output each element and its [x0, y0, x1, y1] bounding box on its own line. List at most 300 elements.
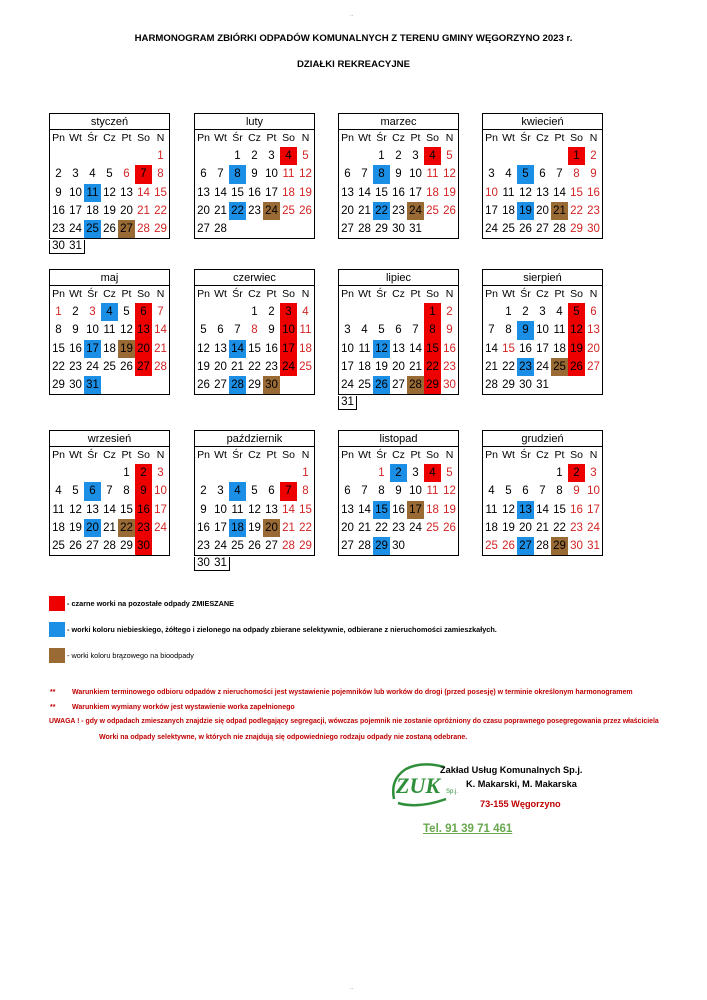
week-row [50, 376, 169, 394]
day-cell: 17 [409, 186, 422, 199]
empty-day-cell [517, 147, 534, 165]
month-calendar [49, 269, 170, 395]
weekday-label: Wt [214, 132, 227, 144]
day-cell: 24 [86, 360, 99, 373]
day-cell: 8 [573, 168, 580, 181]
note-1-prefix: ** [50, 689, 56, 696]
day-cell: 14 [536, 503, 549, 516]
weekday-label: N [301, 288, 310, 300]
week-row [195, 202, 314, 220]
empty-day-cell [212, 464, 229, 482]
weekday-label: Wt [214, 288, 227, 300]
weekday-label: N [589, 132, 598, 144]
day-cell: 14 [137, 186, 150, 199]
day-cell: 25 [103, 360, 116, 373]
weekday-label: Śr [87, 449, 98, 461]
day-cell: 30 [69, 379, 82, 392]
day-cell: 28 [358, 540, 371, 553]
day-cell: 23 [392, 204, 405, 217]
day-cell: 22 [424, 358, 441, 376]
empty-day-cell [246, 220, 263, 238]
day-cell: 8 [251, 324, 258, 337]
day-cell: 22 [553, 521, 566, 534]
weekday-label: Śr [232, 288, 243, 300]
weekday-label: N [156, 132, 165, 144]
note-3 [49, 718, 659, 725]
day-cell: 7 [234, 324, 241, 337]
day-cell: 31 [536, 379, 549, 392]
empty-day-cell [84, 464, 101, 482]
day-cell: 18 [282, 186, 295, 199]
note-4 [99, 734, 467, 741]
day-cell: 3 [89, 306, 96, 318]
empty-day-cell [339, 464, 356, 482]
weekday-label: Pt [410, 449, 421, 461]
week-row [339, 303, 458, 321]
day-cell: 9 [395, 168, 402, 181]
weekday-label: Cz [103, 132, 116, 144]
day-cell: 26 [443, 204, 456, 217]
day-cell: 15 [570, 186, 583, 199]
day-cell: 29 [502, 379, 515, 392]
day-cell: 21 [409, 360, 422, 373]
week-row [195, 537, 314, 555]
day-cell: 1 [251, 306, 258, 318]
empty-day-cell [280, 376, 297, 394]
day-cell: 25 [485, 540, 498, 553]
day-cell: 7 [157, 306, 164, 318]
day-cell: 22 [570, 204, 583, 217]
empty-day-cell [152, 376, 169, 394]
month-name: listopad [338, 430, 459, 447]
weekday-header-row [483, 447, 602, 464]
day-cell: 18 [103, 342, 116, 355]
day-cell: 4 [556, 306, 563, 318]
day-cell: 23 [135, 519, 152, 537]
day-cell: 10 [69, 186, 82, 199]
month-calendar [338, 430, 459, 556]
day-cell: 18 [86, 204, 99, 217]
day-cell: 12 [502, 503, 515, 516]
week-row [483, 376, 602, 394]
month-calendar [482, 269, 603, 395]
weekday-label: So [426, 449, 439, 461]
overflow-days [49, 240, 85, 254]
day-cell: 1 [378, 467, 385, 479]
empty-day-cell [67, 147, 84, 165]
day-cell: 25 [426, 521, 439, 534]
day-cell: 2 [390, 464, 407, 482]
day-cell: 28 [536, 540, 549, 553]
day-cell: 4 [424, 464, 441, 482]
weekday-label: N [445, 449, 454, 461]
day-cell: 24 [407, 202, 424, 220]
day-cell: 17 [407, 501, 424, 519]
day-cell: 21 [231, 360, 244, 373]
day-cell: 22 [502, 360, 515, 373]
day-cell: 29 [570, 223, 583, 236]
day-cell: 17 [536, 342, 549, 355]
day-cell: 20 [214, 360, 227, 373]
weekday-header-row [195, 447, 314, 464]
month-name: czerwiec [194, 269, 315, 286]
empty-day-cell [229, 220, 246, 238]
day-cell: 28 [229, 376, 246, 394]
empty-day-cell [356, 147, 373, 165]
day-cell: 28 [137, 223, 150, 236]
weekday-label: Pt [554, 132, 565, 144]
day-cell: 2 [268, 306, 275, 318]
day-cell: 12 [103, 186, 116, 199]
day-cell: 3 [157, 467, 164, 479]
day-cell: 3 [344, 324, 351, 337]
weekday-label: Pn [485, 132, 498, 144]
day-cell: 8 [157, 168, 164, 181]
day-cell: 2 [568, 464, 585, 482]
weekday-label: Wt [358, 132, 371, 144]
day-cell: 8 [373, 165, 390, 183]
week-row [195, 220, 314, 238]
month-name: sierpień [482, 269, 603, 286]
day-cell: 1 [568, 147, 585, 165]
month-name: luty [194, 113, 315, 130]
day-cell: 22 [118, 519, 135, 537]
weekday-label: Pt [410, 288, 421, 300]
day-cell: 30 [392, 540, 405, 553]
weekday-label: Pn [52, 288, 65, 300]
month-days-grid [49, 130, 170, 239]
week-row [195, 501, 314, 519]
empty-day-cell [229, 303, 246, 321]
day-cell: 27 [517, 537, 534, 555]
day-cell: 24 [263, 202, 280, 220]
day-cell: 22 [248, 360, 261, 373]
day-cell: 3 [280, 303, 297, 321]
empty-day-cell [441, 537, 458, 555]
day-cell: 2 [395, 150, 402, 162]
day-cell: 11 [502, 186, 515, 199]
day-cell: 15 [154, 186, 167, 199]
week-row [483, 537, 602, 555]
day-cell: 29 [375, 223, 388, 236]
day-cell: 16 [69, 342, 82, 355]
month-calendar [49, 113, 170, 239]
day-cell: 27 [214, 379, 227, 392]
day-cell: 23 [197, 540, 210, 553]
company-logo-sub: Sp.j. [446, 789, 459, 795]
weekday-label: Cz [536, 449, 549, 461]
day-cell: 8 [302, 485, 309, 498]
day-cell: 4 [101, 303, 118, 321]
empty-day-cell [50, 147, 67, 165]
day-cell: 28 [407, 376, 424, 394]
weekday-label: Pt [121, 132, 132, 144]
empty-day-cell [101, 376, 118, 394]
day-cell: 19 [375, 360, 388, 373]
day-cell: 5 [446, 467, 453, 479]
company-address: 73-155 Węgorzyno [480, 799, 561, 809]
week-row [483, 482, 602, 500]
day-cell: 9 [446, 324, 453, 337]
day-cell: 25 [52, 540, 65, 553]
day-cell: 26 [502, 540, 515, 553]
day-cell: 1 [157, 150, 164, 162]
day-cell: 30 [135, 537, 152, 555]
empty-day-cell [441, 220, 458, 238]
weekday-label: Pn [341, 449, 354, 461]
day-cell: 4 [505, 168, 512, 181]
day-cell: 9 [55, 186, 62, 199]
day-cell: 13 [135, 321, 152, 339]
day-cell: 4 [424, 147, 441, 165]
month-name: październik [194, 430, 315, 447]
empty-day-cell [280, 464, 297, 482]
day-cell: 12 [443, 485, 456, 498]
day-cell: 2 [200, 485, 207, 498]
day-cell: 16 [570, 503, 583, 516]
day-cell: 17 [84, 340, 101, 358]
day-cell: 1 [123, 467, 130, 479]
day-cell: 21 [103, 521, 116, 534]
company-name: Zakład Usług Komunalnych Sp.j. [440, 765, 583, 775]
day-cell: 25 [299, 360, 312, 373]
day-cell: 26 [443, 521, 456, 534]
weekday-label: Śr [376, 449, 387, 461]
day-cell: 10 [485, 186, 498, 199]
week-row [339, 376, 458, 394]
weekday-label: Pt [410, 132, 421, 144]
day-cell: 9 [251, 168, 258, 181]
month-calendar [194, 113, 315, 239]
week-row [339, 464, 458, 482]
empty-day-cell [195, 464, 212, 482]
day-cell: 23 [248, 204, 261, 217]
day-cell: 19 [568, 340, 585, 358]
day-cell: 28 [103, 540, 116, 553]
empty-day-cell [390, 303, 407, 321]
day-cell: 10 [409, 485, 422, 498]
week-row [195, 303, 314, 321]
day-cell: 21 [154, 342, 167, 355]
day-cell: 18 [426, 186, 439, 199]
weekday-label: Cz [392, 288, 405, 300]
empty-day-cell [135, 147, 152, 165]
week-row [339, 165, 458, 183]
day-cell: 9 [573, 485, 580, 498]
note-2-text: Warunkiem wymiany worków jest wystawienie worka zapełnionego [72, 704, 295, 711]
note-4-text: Worki na odpady selektywne, w których nie znajdują się odpowiedniego rodzaju odpady nie zostaną odebrane. [99, 734, 468, 741]
empty-day-cell [118, 147, 135, 165]
day-cell: 20 [341, 521, 354, 534]
day-cell: 11 [84, 184, 101, 202]
weekday-label: Pn [341, 132, 354, 144]
month-days-grid [338, 130, 459, 239]
company-phone-link[interactable]: Tel. 91 39 71 461 [423, 823, 513, 835]
weekday-label: So [137, 449, 150, 461]
legend-swatch-red [49, 596, 65, 611]
day-cell: 25 [84, 220, 101, 238]
day-cell: 11 [52, 503, 65, 516]
day-cell: 28 [154, 360, 167, 373]
day-cell: 22 [375, 521, 388, 534]
day-cell: 7 [412, 324, 419, 337]
day-cell: 9 [590, 168, 597, 181]
week-row [50, 165, 169, 183]
day-cell: 15 [299, 503, 312, 516]
day-cell: 9 [517, 321, 534, 339]
day-cell: 21 [485, 360, 498, 373]
week-row [195, 340, 314, 358]
note-3-text: UWAGA ! - gdy w odpadach zmieszanych znajdzie się odpad podlegający segregacji, wówczas pojemnik nie zostanie opróżniony do czasu poprawnego posegregowania przez właściciela [49, 718, 659, 725]
empty-day-cell [373, 303, 390, 321]
legend-text-mixed: - czarne worki na pozostałe odpady ZMIESZANE [67, 599, 235, 608]
day-cell: 6 [344, 485, 351, 498]
day-cell: 1 [556, 467, 563, 479]
day-cell: 22 [154, 204, 167, 217]
week-row [50, 220, 169, 238]
day-cell: 21 [358, 204, 371, 217]
day-cell: 20 [392, 360, 405, 373]
note-2 [50, 704, 295, 711]
day-cell: 14 [358, 503, 371, 516]
day-cell: 16 [443, 342, 456, 355]
empty-day-cell [101, 464, 118, 482]
day-cell: 4 [280, 147, 297, 165]
weekday-label: So [426, 288, 439, 300]
week-row [483, 340, 602, 358]
week-row [195, 321, 314, 339]
weekday-label: Pn [197, 132, 210, 144]
day-cell: 4 [302, 306, 309, 318]
day-cell: 31 [69, 239, 82, 252]
day-cell: 25 [426, 204, 439, 217]
day-cell: 3 [539, 306, 546, 318]
weekday-header-row [339, 286, 458, 303]
week-row [50, 303, 169, 321]
month-name: lipiec [338, 269, 459, 286]
day-cell: 23 [392, 521, 405, 534]
day-cell: 24 [154, 521, 167, 534]
weekday-label: Wt [69, 132, 82, 144]
weekday-label: Cz [248, 132, 261, 144]
day-cell: 17 [154, 503, 167, 516]
day-cell: 19 [517, 202, 534, 220]
empty-day-cell [297, 220, 314, 238]
day-cell: 24 [280, 358, 297, 376]
day-cell: 19 [248, 521, 261, 534]
day-cell: 28 [214, 223, 227, 236]
weekday-label: Wt [502, 132, 515, 144]
week-row [50, 537, 169, 555]
day-cell: 8 [505, 324, 512, 337]
day-cell: 13 [120, 186, 133, 199]
day-cell: 7 [488, 324, 495, 337]
week-row [483, 519, 602, 537]
month-name: maj [49, 269, 170, 286]
day-cell: 30 [570, 540, 583, 553]
day-cell: 27 [392, 379, 405, 392]
day-cell: 14 [103, 503, 116, 516]
week-row [483, 147, 602, 165]
day-cell: 4 [89, 168, 96, 181]
empty-day-cell [297, 376, 314, 394]
day-cell: 26 [120, 360, 133, 373]
weekday-label: Wt [69, 288, 82, 300]
day-cell: 10 [409, 168, 422, 181]
day-cell: 1 [302, 467, 309, 479]
day-cell: 18 [358, 360, 371, 373]
day-cell: 19 [299, 186, 312, 199]
day-cell: 4 [361, 324, 368, 337]
day-cell: 14 [154, 324, 167, 337]
day-cell: 12 [519, 186, 532, 199]
week-row [195, 482, 314, 500]
weekday-label: So [137, 132, 150, 144]
week-row [50, 202, 169, 220]
day-cell: 26 [568, 358, 585, 376]
day-cell: 4 [229, 482, 246, 500]
weekday-header-row [339, 447, 458, 464]
weekday-label: Śr [520, 132, 531, 144]
day-cell: 10 [536, 324, 549, 337]
day-cell: 2 [446, 306, 453, 318]
day-cell: 11 [103, 324, 116, 337]
day-cell: 5 [123, 306, 130, 318]
weekday-label: N [445, 288, 454, 300]
day-cell: 20 [536, 204, 549, 217]
day-cell: 14 [282, 503, 295, 516]
day-cell: 10 [154, 485, 167, 498]
month-days-grid [49, 286, 170, 395]
day-cell: 8 [378, 485, 385, 498]
week-row [339, 184, 458, 202]
weekday-label: Cz [536, 288, 549, 300]
day-cell: 3 [590, 467, 597, 479]
weekday-label: Śr [376, 132, 387, 144]
day-cell: 13 [536, 186, 549, 199]
weekday-label: Pt [121, 449, 132, 461]
day-cell: 9 [72, 324, 79, 337]
weekday-header-row [50, 447, 169, 464]
day-cell: 3 [268, 150, 275, 162]
page-mark-top: .. [350, 12, 354, 18]
day-cell: 20 [135, 340, 152, 358]
day-cell: 22 [52, 360, 65, 373]
week-row [50, 482, 169, 500]
week-row [339, 501, 458, 519]
week-row [339, 220, 458, 238]
week-row [483, 464, 602, 482]
weekday-label: Pt [266, 288, 277, 300]
day-cell: 16 [248, 186, 261, 199]
empty-day-cell [534, 464, 551, 482]
weekday-label: N [301, 449, 310, 461]
day-cell: 25 [502, 223, 515, 236]
week-row [195, 464, 314, 482]
month-days-grid [482, 130, 603, 239]
week-row [483, 303, 602, 321]
day-cell: 15 [553, 503, 566, 516]
day-cell: 15 [52, 342, 65, 355]
day-cell: 29 [248, 379, 261, 392]
week-row [483, 202, 602, 220]
week-row [339, 202, 458, 220]
day-cell: 17 [280, 340, 297, 358]
weekday-label: Pn [197, 288, 210, 300]
weekday-header-row [483, 286, 602, 303]
week-row [50, 184, 169, 202]
empty-day-cell [424, 537, 441, 555]
